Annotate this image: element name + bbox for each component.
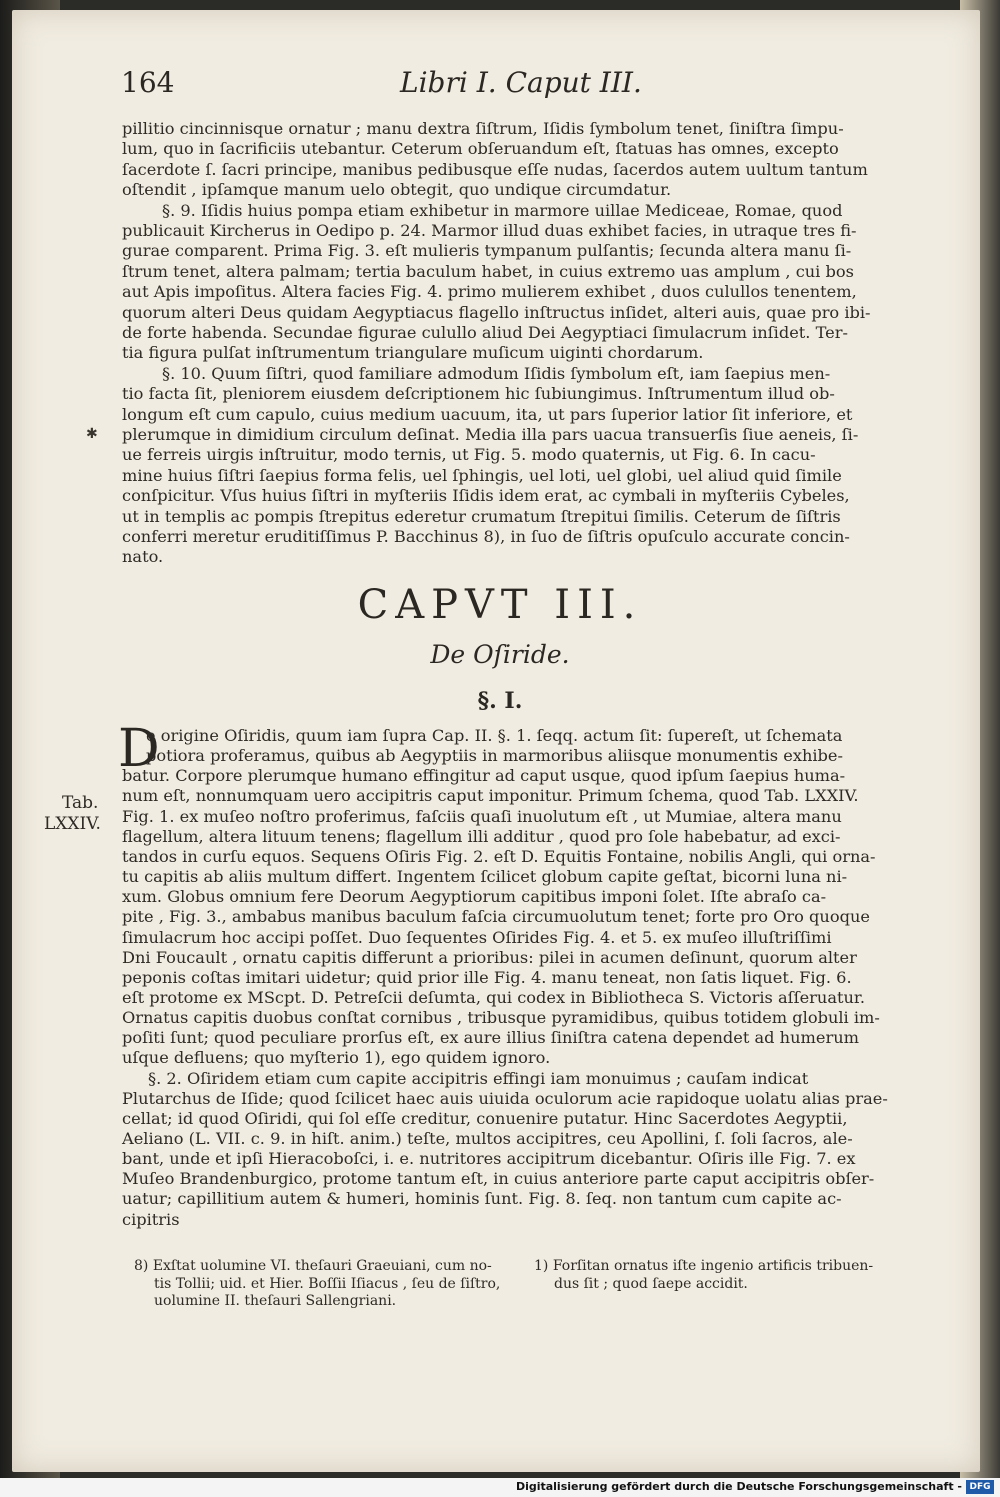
text-line: cipitris <box>122 1209 180 1229</box>
chapter-title: CAPVT III. <box>357 582 643 628</box>
text-line: §. 9. Iſidis huius pompa etiam exhibetur in marmore uillae Mediceae, Romae, quod <box>162 200 843 220</box>
text-line: Plutarchus de Iſide; quod ſcilicet haec auis uiuida oculorum acie rapidoque uolatu alias prae- <box>122 1088 888 1108</box>
footnote-left <box>134 1258 514 1311</box>
text-line: Ornatus capitis duobus conſtat cornibus , tribusque pyramidibus, quibus totidem globuli im- <box>122 1008 880 1028</box>
text-line: longum eſt cum capulo, cuius medium uacuum, ita, ut pars ſuperior latior ſit inferiore, et <box>122 404 853 424</box>
text-line: ue ferreis uirgis inſtruitur, modo ternis, ut Fig. 5. modo quaternis, ut Fig. 6. In cacu- <box>122 445 816 465</box>
text-line: tandos in curſu equos. Sequens Oſiris Fig. 2. eſt D. Equitis Fontaine, nobilis Angli, qui orna- <box>122 846 876 866</box>
text-line: oſtendit , ipſamque manum uelo obtegit, quo undique circumdatur. <box>122 180 672 200</box>
text-line: peponis coſtas imitari uidetur; quid prior ille Fig. 4. manu teneat, non ſatis liquet. Fig. 6. <box>122 967 852 987</box>
text-line: e origine Oſiridis, quum iam ſupra Cap. II. §. 1. ſeqq. actum ſit: ſupereſt, ut ſchemata <box>146 726 843 745</box>
page-number: 164 <box>121 66 175 99</box>
page-header <box>0 66 1000 116</box>
footnote-line: 1) Forſitan ornatus iſte ingenio artificis tribuen- <box>534 1258 874 1274</box>
text-line: bant, unde et ipſi Hieracoboſci, i. e. nutritores accipitrum dicebantur. Oſiris ille Fig. 7. ex <box>122 1149 856 1169</box>
text-line: poſiti ſunt; quod peculiare prorſus eſt, ex aure illius ſiniſtra catena dependet ad humerum <box>122 1028 859 1048</box>
text-line: ut in templis ac pompis ſtrepitus ederetur crumatum ſtrepitui ſimilis. Ceterum de ſiſtris <box>122 506 841 526</box>
text-line: publicauit Kircherus in Oedipo p. 24. Marmor illud duas exhibet facies, in utraque tres fi- <box>122 221 857 240</box>
text-line: flagellum, altera lituum tenens; flagellum illi additur , quod pro ſole habebatur, ad exci- <box>122 826 841 846</box>
text-line: pite , Fig. 3., ambabus manibus baculum faſcia circumuolutum tenet; forte pro Oro quoque <box>122 907 870 927</box>
footnote-line: tis Tollii; uid. et Hier. Boſſii Iſiacus , ſeu de ſiſtro, <box>154 1275 501 1292</box>
text-line: Muſeo Brandenburgico, protome tantum eſt, in cuius anteriore parte caput accipitris obſer- <box>122 1169 875 1189</box>
footer-bar <box>0 1478 1000 1497</box>
text-line: Fig. 1. ex muſeo noſtro proferimus, faſciis quaſi inuolutum eſt , ut Mumiae, altera manu <box>122 806 842 826</box>
footer-credit: Digitalisierung gefördert durch die Deutsche Forschungsgemeinschaft - <box>515 1480 962 1493</box>
text-line: §. 10. Quum ſiſtri, quod familiare admodum Iſidis ſymbolum eſt, iam ſaepius men- <box>162 363 831 383</box>
text-line: ſimulacrum hoc accipi poſſet. Duo ſequentes Oſirides Fig. 4. et 5. ex muſeo illuſtriſſimi <box>122 927 832 947</box>
text-line: mine huius ſiſtri ſaepius forma felis, uel ſphingis, uel loti, uel globi, uel aliud quid ſimile <box>122 465 842 485</box>
text-line: tu capitis ab aliis multum differt. Ingentem ſcilicet globum capite geſtat, bicorni luna ni- <box>122 867 848 887</box>
margin-tab-label: Tab. <box>62 793 99 813</box>
text-line: ſtrum tenet, altera palmam; tertia baculum habet, in cuius extremo uas amplum , cui bos <box>122 261 854 281</box>
text-line: pillitio cincinnisque ornatur ; manu dextra ſiſtrum, Iſidis ſymbolum tenet, ſiniſtra ſimpu- <box>122 119 844 138</box>
drop-cap: D <box>118 719 160 779</box>
text-line: lum, quo in ſacrificiis utebantur. Ceterum obſeruandum eſt, ſtatuas has omnes, excepto <box>122 139 839 159</box>
text-line: gurae comparent. Prima Fig. 3. eſt mulieris tympanum pulſantis; ſecunda altera manu ſi- <box>122 241 852 261</box>
text-line: conferri meretur eruditiſſimus P. Bacchinus 8), in ſuo de ſiſtris opuſculo accurate concin- <box>122 527 850 546</box>
text-line: num eſt, nonnumquam uero accipitris caput imponitur. Primum ſchema, quod Tab. LXXIV. <box>122 786 859 806</box>
text-line: Dni Foucault , ornatu capitis differunt a prioribus: pilei in acumen deſinunt, quorum alter <box>122 947 857 967</box>
text-line: Aeliano (L. VII. c. 9. in hiſt. anim.) teſte, multos accipitres, ceu Apollini, ſ. ſoli ſacros, ale- <box>122 1129 853 1148</box>
text-line: uſque defluens; quo myſterio 1), ego quidem ignoro. <box>122 1048 551 1068</box>
section-heading: §. I. <box>477 688 523 714</box>
footnote-right <box>534 1258 914 1293</box>
text-line: eſt protome ex MScpt. D. Petreſcii deſumta, qui codex in Bibliotheca S. Victoris aſſeruatur. <box>122 987 866 1007</box>
footnote-line: dus ſit ; quod ſaepe accidit. <box>554 1275 748 1292</box>
text-line: tio facta ſit, pleniorem eiusdem deſcriptionem hic ſubiungimus. Inſtrumentum illud ob- <box>122 384 835 404</box>
text-line: tia figura pulſat inſtrumentum triangulare muſicum uiginti chordarum. <box>122 343 704 363</box>
text-line: xum. Globus omnium fere Deorum Aegyptiorum capitibus imponi ſolet. Iſte abraſo ca- <box>122 887 827 907</box>
text-line: cellat; id quod Oſiridi, qui ſol eſſe creditur, conuenire putatur. Hinc Sacerdotes Aegyptii, <box>122 1108 848 1128</box>
text-line: batur. Corpore plerumque humano effingitur ad caput usque, quod ipſum ſaepius huma- <box>122 766 846 786</box>
dfg-logo: DFG <box>966 1480 994 1494</box>
text-line: uatur; capillitium autem & humeri, hominis ſunt. Fig. 8. ſeq. non tantum cum capite ac- <box>122 1189 842 1209</box>
text-line: nato. <box>122 547 164 567</box>
text-line: potiora proferamus, quibus ab Aegyptiis in marmoribus aliisque monumentis exhibe- <box>146 746 843 766</box>
footnote-line: uolumine II. theſauri Sallengriani. <box>154 1293 397 1309</box>
margin-tab-number: LXXIV. <box>44 814 101 834</box>
text-line: §. 2. Oſiridem etiam cum capite accipitris effingi iam monuimus ; cauſam indicat <box>148 1068 809 1088</box>
running-head: Libri I. Caput III. <box>400 66 642 99</box>
text-line: plerumque in dimidium circulum deſinat. Media illa pars uacua transuerſis ſiue aeneis, ſi- <box>122 425 859 444</box>
text-line: aut Apis impoſitus. Altera facies Fig. 4. primo mulierem exhibet , duos culullos tenentem, <box>122 282 857 302</box>
text-line: de forte habenda. Secundae figurae culullo aliud Dei Aegyptiaci ſimulacrum inſidet. Ter- <box>122 323 848 342</box>
margin-mark: ✱ <box>86 426 98 442</box>
text-line: quorum alteri Deus quidam Aegyptiacus flagello inſtructus inſidet, alteri auis, quae pro ibi- <box>122 302 871 322</box>
footnote-line: 8) Exſtat uolumine VI. theſauri Graeuiani, cum no- <box>134 1258 492 1274</box>
text-line: ſacerdote ſ. ſacri principe, manibus pedibusque eſſe nudas, ſacerdos autem uultum tantum <box>122 159 868 179</box>
text-line: conſpicitur. Vſus huius ſiſtri in myſteriis Iſidis idem erat, ac cymbali in myſteriis Cybeles, <box>122 486 850 506</box>
chapter-subtitle: De Oſiride. <box>430 640 570 669</box>
